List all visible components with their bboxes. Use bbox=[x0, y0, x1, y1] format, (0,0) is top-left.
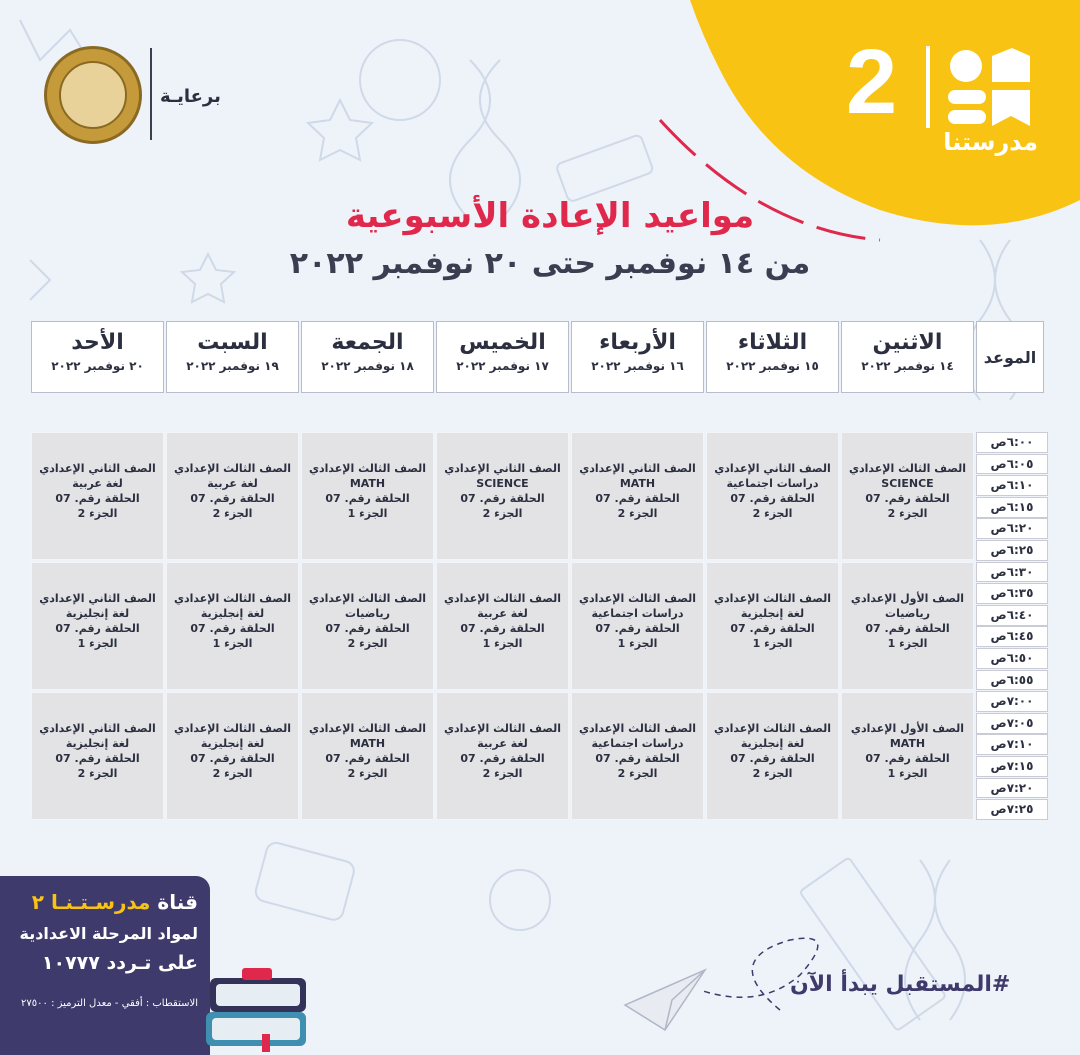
day-date: ١٤ نوفمبر ٢٠٢٢ bbox=[861, 359, 954, 373]
grade-label: الصف الثالث الإعدادي bbox=[308, 592, 427, 605]
schedule-cell bbox=[706, 562, 839, 690]
time-slot: ٦:٢٠ص bbox=[976, 518, 1048, 539]
sponsor-label: برعايـة bbox=[160, 86, 221, 107]
subject-label: لغة إنجليزية bbox=[200, 607, 265, 620]
part-label: الجزء 1 bbox=[212, 637, 253, 650]
schedule-cell bbox=[301, 432, 434, 560]
schedule-cell bbox=[841, 692, 974, 820]
episode-label: الحلقة رقم. 07 bbox=[595, 752, 680, 765]
subject-label: دراسات اجتماعية bbox=[591, 737, 684, 750]
episode-label: الحلقة رقم. 07 bbox=[730, 752, 815, 765]
episode-label: الحلقة رقم. 07 bbox=[55, 752, 140, 765]
day-date: ١٥ نوفمبر ٢٠٢٢ bbox=[726, 359, 819, 373]
day-name: الخميس bbox=[459, 330, 546, 355]
subject-label: دراسات اجتماعية bbox=[591, 607, 684, 620]
episode-label: الحلقة رقم. 07 bbox=[595, 492, 680, 505]
part-label: الجزء 2 bbox=[347, 637, 388, 650]
time-slot: ٦:٠٠ص bbox=[976, 432, 1048, 453]
day-name: الثلاثاء bbox=[737, 330, 808, 355]
hashtag-slogan: #المستقبل يبدأ الآن bbox=[790, 972, 1011, 997]
part-label: الجزء 1 bbox=[347, 507, 388, 520]
part-label: الجزء 1 bbox=[77, 637, 118, 650]
subject-label: SCIENCE bbox=[476, 477, 529, 490]
promo-channel-name: مدرسـتـنـا ٢ bbox=[31, 890, 151, 914]
episode-label: الحلقة رقم. 07 bbox=[595, 622, 680, 635]
subject-label: لغة عربية bbox=[477, 737, 528, 750]
grade-label: الصف الثاني الإعدادي bbox=[39, 592, 156, 605]
schedule-cell bbox=[841, 562, 974, 690]
subject-label: لغة إنجليزية bbox=[740, 607, 805, 620]
grade-label: الصف الثالث الإعدادي bbox=[578, 592, 697, 605]
part-label: الجزء 1 bbox=[482, 637, 523, 650]
episode-label: الحلقة رقم. 07 bbox=[460, 622, 545, 635]
episode-label: الحلقة رقم. 07 bbox=[325, 622, 410, 635]
grade-label: الصف الثالث الإعدادي bbox=[173, 462, 292, 475]
day-name: السبت bbox=[197, 330, 268, 355]
schedule-cell bbox=[706, 432, 839, 560]
subject-label: رياضيات bbox=[345, 607, 390, 620]
day-date: ١٧ نوفمبر ٢٠٢٢ bbox=[456, 359, 549, 373]
subject-label: لغة إنجليزية bbox=[200, 737, 265, 750]
eagle-emblem-icon bbox=[59, 61, 127, 129]
grade-label: الصف الثاني الإعدادي bbox=[39, 722, 156, 735]
grade-label: الصف الثالث الإعدادي bbox=[443, 592, 562, 605]
time-slot: ٦:٤٥ص bbox=[976, 626, 1048, 647]
grade-label: الصف الثالث الإعدادي bbox=[713, 592, 832, 605]
part-label: الجزء 2 bbox=[752, 767, 793, 780]
part-label: الجزء 2 bbox=[482, 767, 523, 780]
part-label: الجزء 1 bbox=[887, 637, 928, 650]
time-slot: ٦:١٠ص bbox=[976, 475, 1048, 496]
day-header bbox=[31, 321, 164, 393]
grade-label: الصف الثالث الإعدادي bbox=[848, 462, 967, 475]
schedule-cell bbox=[436, 562, 569, 690]
episode-label: الحلقة رقم. 07 bbox=[190, 752, 275, 765]
day-name: الأربعاء bbox=[599, 330, 676, 355]
episode-label: الحلقة رقم. 07 bbox=[865, 752, 950, 765]
subject-label: MATH bbox=[349, 477, 386, 490]
schedule-cell bbox=[571, 432, 704, 560]
time-slot: ٦:٥٥ص bbox=[976, 670, 1048, 691]
brand-name: مدرستنا bbox=[943, 128, 1038, 156]
promo-channel-prefix: قناة bbox=[157, 890, 198, 914]
day-date: ٢٠ نوفمبر ٢٠٢٢ bbox=[51, 359, 144, 373]
episode-label: الحلقة رقم. 07 bbox=[325, 492, 410, 505]
day-name: الاثنين bbox=[872, 330, 943, 355]
time-column-header: الموعد bbox=[976, 321, 1044, 393]
episode-label: الحلقة رقم. 07 bbox=[460, 752, 545, 765]
day-date: ١٩ نوفمبر ٢٠٢٢ bbox=[186, 359, 279, 373]
part-label: الجزء 2 bbox=[77, 507, 118, 520]
grade-label: الصف الثاني الإعدادي bbox=[714, 462, 831, 475]
grade-label: الصف الثاني الإعدادي bbox=[579, 462, 696, 475]
time-slot: ٧:٢٠ص bbox=[976, 778, 1048, 799]
subject-label: لغة عربية bbox=[207, 477, 258, 490]
time-slot: ٧:١٠ص bbox=[976, 734, 1048, 755]
grade-label: الصف الثالث الإعدادي bbox=[308, 462, 427, 475]
grade-label: الصف الثالث الإعدادي bbox=[578, 722, 697, 735]
part-label: الجزء 1 bbox=[617, 637, 658, 650]
day-name: الجمعة bbox=[331, 330, 404, 355]
day-header bbox=[301, 321, 434, 393]
episode-label: الحلقة رقم. 07 bbox=[865, 622, 950, 635]
subject-label: MATH bbox=[889, 737, 926, 750]
ministry-seal-logo bbox=[44, 46, 142, 144]
schedule-cell bbox=[166, 692, 299, 820]
grade-label: الصف الثالث الإعدادي bbox=[173, 592, 292, 605]
grade-label: الصف الثالث الإعدادي bbox=[443, 722, 562, 735]
subject-label: رياضيات bbox=[885, 607, 930, 620]
schedule-cell bbox=[166, 562, 299, 690]
page-title: مواعيد الإعادة الأسبوعية bbox=[345, 196, 755, 236]
page-subtitle: من ١٤ نوفمبر حتى ٢٠ نوفمبر ٢٠٢٢ bbox=[289, 246, 811, 281]
schedule-cell bbox=[301, 562, 434, 690]
subject-label: MATH bbox=[349, 737, 386, 750]
subject-label: لغة عربية bbox=[72, 477, 123, 490]
time-slot: ٧:٠٠ص bbox=[976, 691, 1048, 712]
part-label: الجزء 2 bbox=[887, 507, 928, 520]
part-label: الجزء 2 bbox=[347, 767, 388, 780]
brand-separator bbox=[926, 46, 930, 128]
books-icon bbox=[200, 960, 310, 1052]
logo-divider bbox=[150, 48, 152, 140]
day-header bbox=[571, 321, 704, 393]
part-label: الجزء 2 bbox=[482, 507, 523, 520]
day-name: الأحد bbox=[71, 330, 124, 355]
schedule-cell bbox=[166, 432, 299, 560]
part-label: الجزء 2 bbox=[617, 507, 658, 520]
time-slot: ٦:٥٠ص bbox=[976, 648, 1048, 669]
subject-label: MATH bbox=[619, 477, 656, 490]
episode-label: الحلقة رقم. 07 bbox=[190, 492, 275, 505]
time-slots bbox=[976, 432, 1048, 821]
time-slot: ٦:١٥ص bbox=[976, 497, 1048, 518]
day-header bbox=[841, 321, 974, 393]
schedule-cell bbox=[436, 692, 569, 820]
part-label: الجزء 2 bbox=[212, 507, 253, 520]
part-label: الجزء 2 bbox=[617, 767, 658, 780]
time-slot: ٦:٢٥ص bbox=[976, 540, 1048, 561]
part-label: الجزء 2 bbox=[752, 507, 793, 520]
grade-label: الصف الثالث الإعدادي bbox=[713, 722, 832, 735]
time-slot: ٧:٢٥ص bbox=[976, 799, 1048, 820]
subject-label: دراسات اجتماعية bbox=[726, 477, 819, 490]
part-label: الجزء 2 bbox=[212, 767, 253, 780]
channel-promo-panel bbox=[0, 876, 210, 1055]
part-label: الجزء 1 bbox=[752, 637, 793, 650]
grade-label: الصف الأول الإعدادي bbox=[850, 592, 965, 605]
promo-polarization-line: الاستقطاب : أفقي - معدل الترميز : ٢٧٥٠٠ bbox=[21, 998, 198, 1009]
time-slot: ٧:٠٥ص bbox=[976, 713, 1048, 734]
day-header bbox=[166, 321, 299, 393]
episode-label: الحلقة رقم. 07 bbox=[460, 492, 545, 505]
subject-label: لغة إنجليزية bbox=[65, 737, 130, 750]
schedule-cell bbox=[31, 692, 164, 820]
part-label: الجزء 1 bbox=[887, 767, 928, 780]
grade-label: الصف الأول الإعدادي bbox=[850, 722, 965, 735]
time-slot: ٦:٠٥ص bbox=[976, 454, 1048, 475]
grade-label: الصف الثاني الإعدادي bbox=[444, 462, 561, 475]
time-slot: ٦:٣٥ص bbox=[976, 583, 1048, 604]
promo-subjects-line: لمواد المرحلة الاعدادية bbox=[19, 924, 198, 943]
schedule-cell bbox=[436, 432, 569, 560]
time-slot: ٧:١٥ص bbox=[976, 756, 1048, 777]
day-header bbox=[436, 321, 569, 393]
subject-label: SCIENCE bbox=[881, 477, 934, 490]
schedule-cell bbox=[301, 692, 434, 820]
episode-label: الحلقة رقم. 07 bbox=[865, 492, 950, 505]
schedule-cell bbox=[31, 432, 164, 560]
grade-label: الصف الثالث الإعدادي bbox=[308, 722, 427, 735]
subject-label: لغة إنجليزية bbox=[740, 737, 805, 750]
grade-label: الصف الثالث الإعدادي bbox=[173, 722, 292, 735]
time-slot: ٦:٣٠ص bbox=[976, 562, 1048, 583]
subject-label: لغة عربية bbox=[477, 607, 528, 620]
episode-label: الحلقة رقم. 07 bbox=[325, 752, 410, 765]
episode-label: الحلقة رقم. 07 bbox=[730, 492, 815, 505]
episode-label: الحلقة رقم. 07 bbox=[190, 622, 275, 635]
episode-label: الحلقة رقم. 07 bbox=[730, 622, 815, 635]
schedule-cell bbox=[706, 692, 839, 820]
episode-label: الحلقة رقم. 07 bbox=[55, 622, 140, 635]
day-header bbox=[706, 321, 839, 393]
brand-mark-icon bbox=[946, 46, 1032, 128]
promo-frequency-line: على تـردد ١٠٧٧٧ bbox=[41, 952, 198, 974]
brand-number: 2 bbox=[846, 31, 898, 133]
day-date: ١٨ نوفمبر ٢٠٢٢ bbox=[321, 359, 414, 373]
time-slot: ٦:٤٠ص bbox=[976, 605, 1048, 626]
part-label: الجزء 2 bbox=[77, 767, 118, 780]
day-date: ١٦ نوفمبر ٢٠٢٢ bbox=[591, 359, 684, 373]
promo-channel-line bbox=[32, 890, 198, 914]
grade-label: الصف الثاني الإعدادي bbox=[39, 462, 156, 475]
schedule-cell bbox=[571, 692, 704, 820]
subject-label: لغة إنجليزية bbox=[65, 607, 130, 620]
schedule-cell bbox=[571, 562, 704, 690]
schedule-cell bbox=[841, 432, 974, 560]
schedule-cell bbox=[31, 562, 164, 690]
episode-label: الحلقة رقم. 07 bbox=[55, 492, 140, 505]
